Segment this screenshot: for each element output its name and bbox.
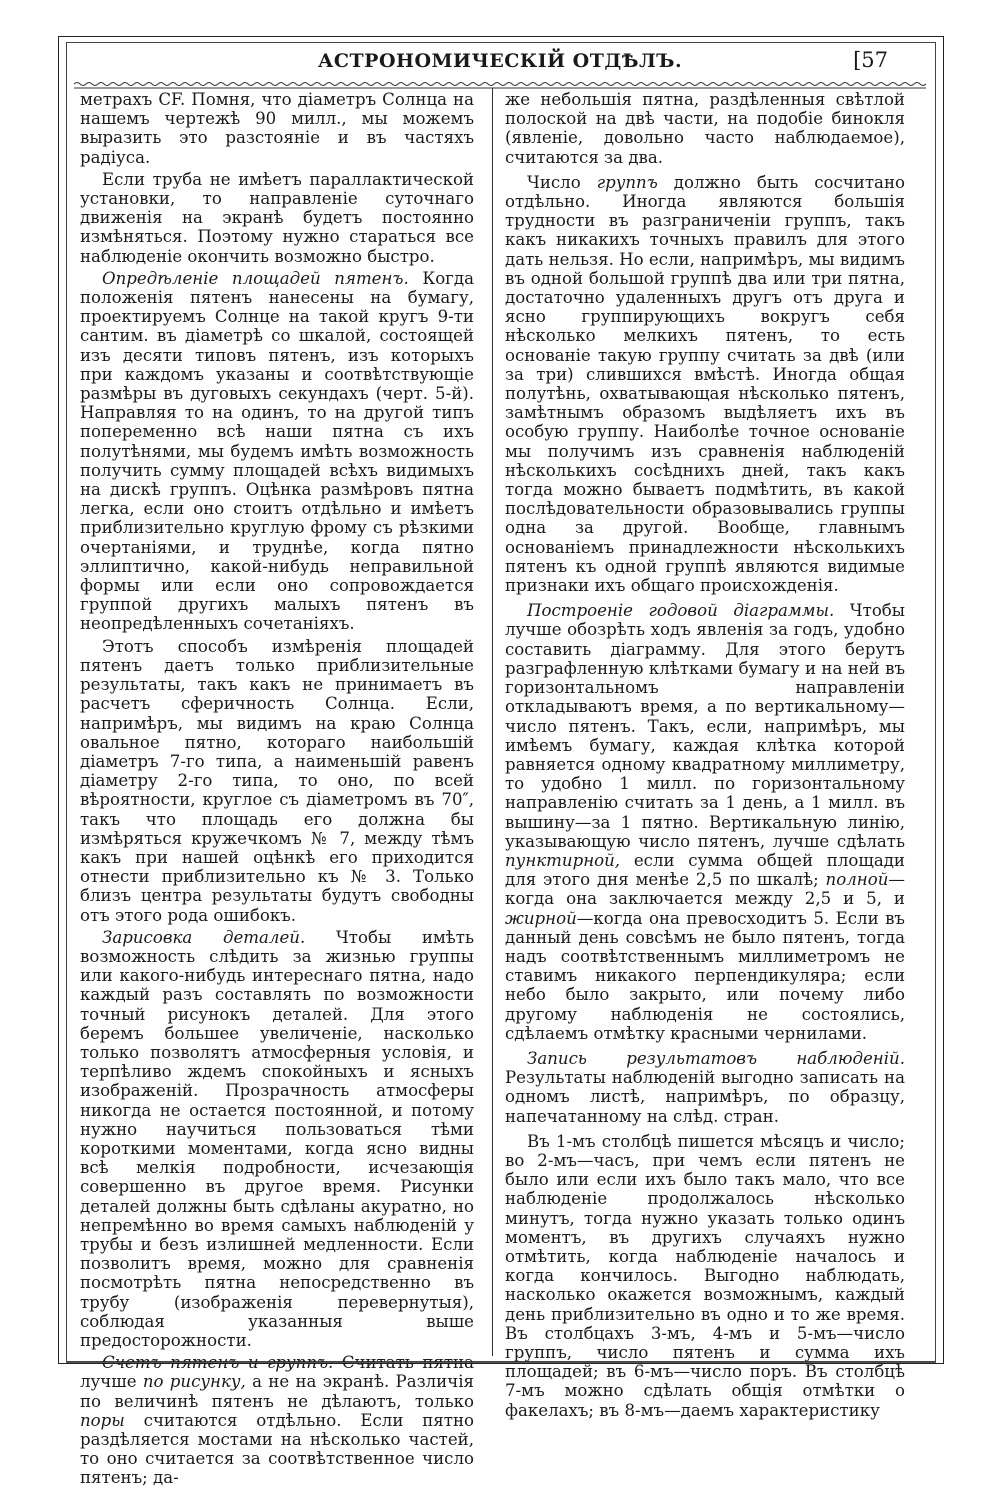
section-title: АСТРОНОМИЧЕСКІЙ ОТДѢЛЪ. [317, 50, 683, 72]
emphasis: жирной [505, 908, 577, 928]
paragraph [505, 601, 905, 1043]
paragraph [505, 1049, 905, 1126]
paragraph-text: Чтобы имѣть возможность слѣдить за жизнью группы или какого-нибудь интереснаго пятна, надо каждый разъ составлять по возможности точный рисунокъ деталей. Для этого беремъ большее увеличеніе, насколько только позволятъ атмосферныя условія, и терпѣливо ждемъ спокойныхъ и ясныхъ изображеній. Прозрачность атмосферы никогда не остается постоянной, и потому нужно научиться пользоваться тѣми короткими моментами, когда ясно видны всѣ мелкія подробности, исчезающія совершенно въ другое время. Рисунки деталей должны быть сдѣланы акуратно, но непремѣнно во время самыхъ наблюденій у трубы и безъ излишней медленности. Если позволитъ время, можно для сравненія посмотрѣть пятна непосредственно въ трубу (изображенія перевернутыя), соблюдая указанныя выше предосторожности. [80, 927, 475, 1350]
paragraph: Въ 1-мъ столбцѣ пишется мѣсяцъ и число; во 2-мъ—часъ, при чемъ если пятенъ не было или если ихъ было такъ мало, что все наблюденіе продолжалось нѣсколько минутъ, тогда нужно указать только одинъ моментъ, въ другихъ случаяхъ нужно отмѣтить, когда наблюденіе началось и когда кончилось. Выгодно наблюдать, насколько окажется возможнымъ, каждый день приблизительно въ одно и то же время. Въ столбцахъ 3-мъ, 4-мъ и 5-мъ—число группъ, число пятенъ и сумма ихъ площадей; въ 6-мъ—число поръ. Въ столбцѣ 7-мъ можно сдѣлать общія отмѣтки о факелахъ; въ 8-мъ—даемъ характеристику [505, 1131, 905, 1420]
paragraph-heading: Счетъ пятенъ и группъ. [102, 1353, 334, 1373]
paragraph [80, 928, 474, 1350]
paragraph [80, 1353, 474, 1487]
paragraph: Если труба не имѣетъ параллактической установки, то направленіе суточнаго движенія на экранѣ будетъ постоянно измѣняться. Поэтому нужно стараться все наблюденіе окончить возможно быстро. [80, 169, 474, 266]
paragraph-heading: Построеніе годовой діаграммы. [527, 601, 835, 621]
emphasis: группъ [596, 172, 658, 192]
decorative-wavy-rule [74, 79, 926, 89]
column-divider [492, 88, 493, 1356]
paragraph-text: Когда положенія пятенъ нанесены на бумагу, проектируемъ Солнце на такой кругъ 9-ти сантим. въ діаметрѣ со шкалой, состоящей изъ десяти типовъ пятенъ, изъ которыхъ при каждомъ указаны и соотвѣтствующіе размѣры въ дуговыхъ секундахъ (черт. 5-й). Направляя то на одинъ, то на другой типъ попеременно всѣ наши пятна съ ихъ полутѣнями, мы будемъ имѣть возможность получить сумму площадей всѣхъ видимыхъ на дискѣ группъ. Оцѣнка размѣровъ пятна легка, если оно стоитъ отдѣльно и имѣетъ приблизительно круглую фрому съ рѣзкими очертаніями, и труднѣе, когда пятно эллиптично, какой-нибудь неправильной формы или если оно сопровождается группой другихъ малыхъ пятенъ въ неопредѣленныхъ сочетаніяхъ. [80, 268, 474, 634]
paragraph-text: Чтобы лучше обозрѣть ходъ явленія за годъ, удобно составить діаграмму. Для этого берутъ разграфленную клѣтками бумагу и на ней въ горизонтальномъ направленіи откладываютъ время, а по вертикальному—число пятенъ. Такъ, если, напримѣръ, мы имѣемъ бумагу, каждая клѣтка которой равняется одному квадратному миллиметру, то удобно 1 милл. по горизонтальному направленію считать за 1 день, а 1 милл. въ вышину—за 1 пятно. Вертикальную линію, указывающую число пятенъ, лучше сдѣлать [505, 601, 906, 851]
paragraph: метрахъ CF. Помня, что діаметръ Солнца на нашемъ чертежѣ 90 милл., мы можемъ выразить это разстояніе и въ частяхъ радіуса. [80, 90, 474, 167]
emphasis: полной [825, 870, 889, 890]
paragraph-text: если сумма общей площади для этого дня менѣе 2,5 по шкалѣ; [505, 850, 905, 890]
paragraph: же небольшія пятна, раздѣленныя свѣтлой полоской на двѣ части, на подобіе бинокля (явленіе, довольно часто наблюдаемое), считаются за два. [505, 90, 905, 167]
paragraph-text: Число [527, 172, 597, 192]
emphasis: пунктирной, [505, 850, 621, 870]
paragraph-text: Считать пятна лучше [80, 1353, 474, 1392]
paragraph-text: Результаты наблюденій выгодно записать на одномъ листѣ, напримѣръ, по образцу, напечатанному на слѣд. стран. [505, 1068, 905, 1126]
paragraph-text: должно быть сосчитано отдѣльно. Иногда являются большія трудности въ разграниченіи группъ, такъ какъ никакихъ точныхъ правилъ для этого дать нельзя. Но если, напримѣръ, мы видимъ въ одной большой группѣ два или три пятна, достаточно удаленныхъ другъ отъ друга и ясно группирующихъ вокругъ себя нѣсколько мелкихъ пятенъ, то есть основаніе такую группу считать за двѣ (или за три) слившихся вмѣстѣ. Иногда общая полутѣнь, охватывающая нѣсколько пятенъ, замѣтнымъ образомъ выдѣляетъ ихъ въ особую группу. Наиболѣе точное основаніе мы получимъ изъ сравненія наблюденій нѣсколькихъ сосѣднихъ дней, такъ какъ тогда можно бываетъ подмѣтить, въ какой послѣдовательности образовывались группы одна за другой. Вообще, главнымъ основаніемъ принадлежности нѣсколькихъ пятенъ къ одной группѣ являются видимые признаки ихъ общаго происхожденія. [505, 172, 905, 596]
left-column [80, 90, 474, 1491]
paragraph-heading: Запись результатовъ наблюденій. [527, 1048, 905, 1068]
emphasis: поры [80, 1410, 125, 1430]
paragraph [80, 269, 474, 634]
paragraph-text: —когда она превосходитъ 5. Если въ данный день совсѣмъ не было пятенъ, тогда надъ соотвѣтственнымъ миллиметромъ не ставимъ никакого перпендикуляра; если небо было закрыто, или почему либо другому наблюденія не состоялись, сдѣлаемъ отмѣтку красными чернилами. [505, 908, 905, 1043]
paragraph-text: а не на экранѣ. Различія по величинѣ пятенъ не дѣлаютъ, только [80, 1372, 474, 1411]
paragraph-text: считаются отдѣльно. Если пятно раздѣляется мостами на нѣсколько частей, то оно считается за соотвѣтственное число пятенъ; да- [80, 1410, 474, 1488]
paragraph [505, 173, 905, 595]
paragraph-heading: Зарисовка деталей. [102, 927, 306, 947]
page-header [70, 48, 930, 78]
right-column [505, 90, 905, 1423]
bottom-rule [66, 1362, 936, 1363]
paragraph: Этотъ способъ измѣренія площадей пятенъ даетъ только приблизительные результаты, такъ какъ не принимаетъ въ расчетъ сферичность Солнца. Если, напримѣръ, мы видимъ на краю Солнца овальное пятно, котораго наибольшій діаметръ 7-го типа, а наименьшій равенъ діаметру 2-го типа, то оно, по всей вѣроятности, круглое съ діаметромъ въ 70″, такъ что площадь его должна бы измѣряться кружечкомъ № 7, между тѣмъ какъ при нашей оцѣнкѣ его приходится отнести приблизительно къ № 3. Только близъ центра результаты будутъ свободны отъ этого рода ошибокъ. [80, 636, 474, 925]
emphasis: по рисунку, [142, 1372, 246, 1392]
page-number: [57 [853, 48, 888, 72]
paragraph-text: —когда она заключается между 2,5 и 5, и [505, 870, 905, 909]
paragraph-heading: Опредѣленіе площадей пятенъ. [102, 268, 409, 288]
